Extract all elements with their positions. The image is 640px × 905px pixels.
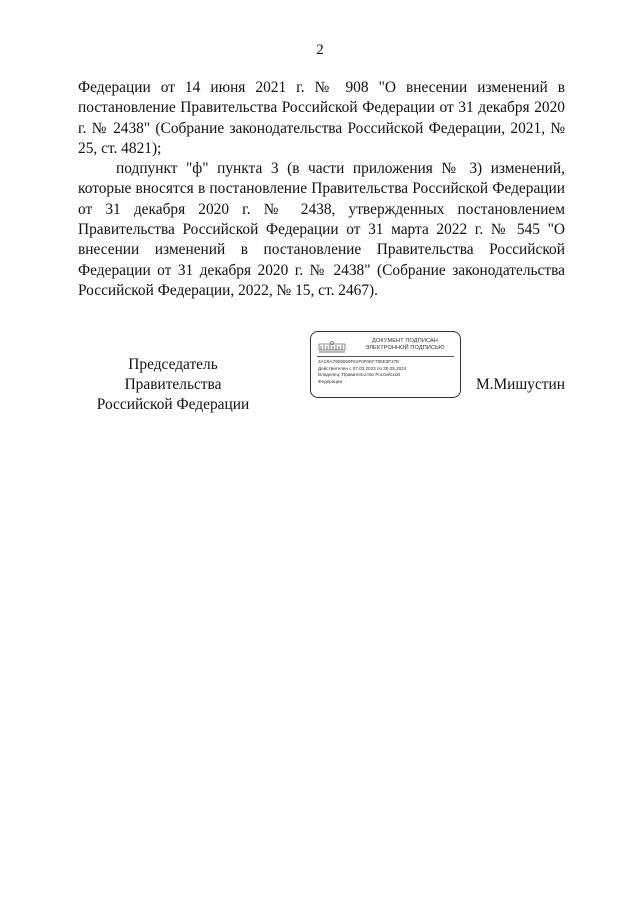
stamp-owner-line-2: Федерации: [318, 378, 343, 384]
government-emblem-icon: [317, 340, 347, 354]
stamp-heading-line-2: ЭЛЕКТРОННОЙ ПОДПИСЬЮ: [365, 345, 445, 351]
electronic-signature-stamp: [310, 331, 461, 398]
stamp-heading-line-1: ДОКУМЕНТ ПОДПИСАН: [372, 338, 438, 344]
stamp-heading: [355, 338, 455, 352]
stamp-details: [318, 359, 456, 385]
body-paragraph-1: Федерации от 14 июня 2021 г. № 908 "О внесении изменений в постановление Правительства Российской Федерации от 31 декабря 2020 г. № 2438" (Собрание законодательства Российской Федерации, 2021, № 25, ст. 4821);: [78, 79, 565, 157]
signatory-name: М.Мишустин: [475, 376, 565, 393]
signatory-title-line-2: Российской Федерации: [96, 396, 250, 413]
stamp-owner-line-1: Владелец: Правительство Российской: [318, 372, 400, 378]
body-paragraph-2: подпункт "ф" пункта 3 (в части приложения № 3) изменений, которые вносятся в постановление Правительства Российской Федерации от 31 декабря 2020 г. № 2438, утвержденных постановлением Правительства Российской Федерации от 31 марта 2022 г. № 545 "О внесении изменений в постановление Правительства Российской Федерации от 31 декабря 2020 г. № 2438" (Собрание законодательства Российской Федерации, 2022, № 15, ст. 2467).: [78, 160, 565, 299]
page-number: 2: [316, 42, 324, 58]
stamp-certificate: 2AC6A7909060F61F0F0EF789E3F37E: [318, 359, 400, 364]
signatory-title: [78, 355, 268, 415]
document-body: [78, 78, 565, 301]
stamp-validity: Действителен с 07.03.2023 по 30.05.2024: [318, 365, 407, 371]
signatory-title-line-1: Председатель Правительства: [124, 356, 222, 393]
stamp-divider: [317, 356, 454, 357]
